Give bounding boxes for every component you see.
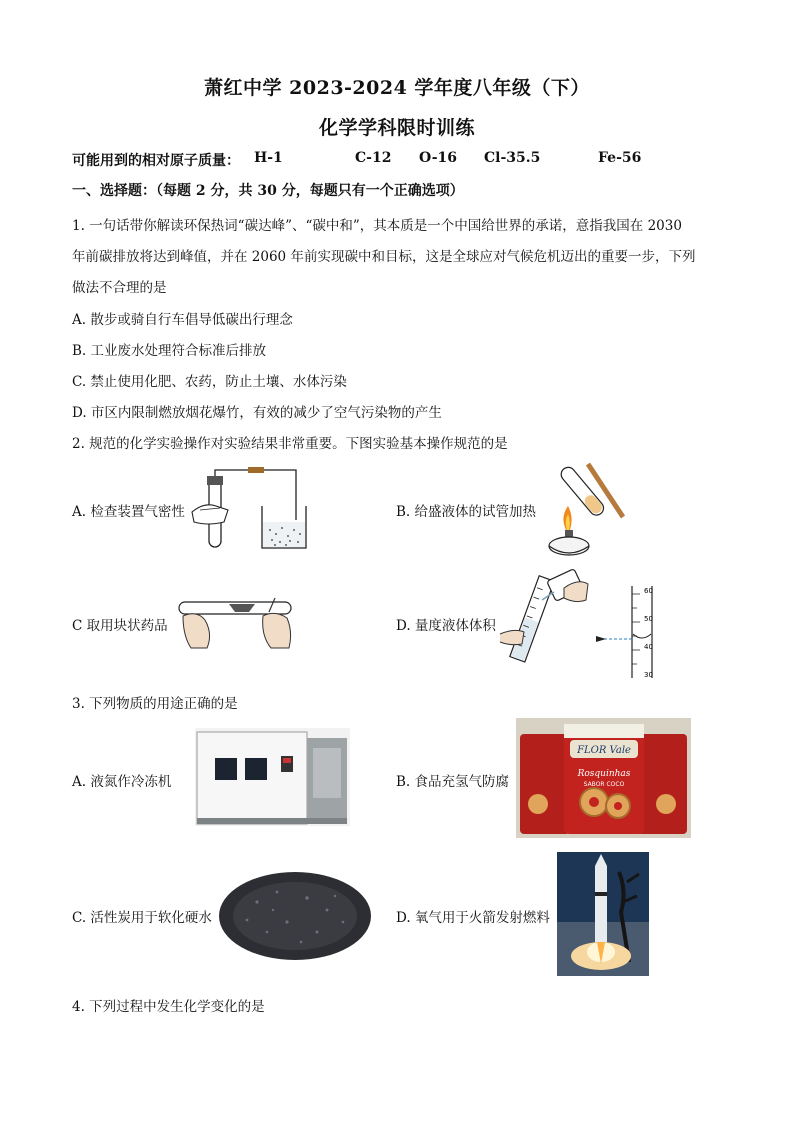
q3-option-b: B. 食品充氢气防腐 [396, 774, 510, 790]
freezer-machine-photo [195, 728, 350, 826]
q2-option-c: C 取用块状药品 [72, 618, 168, 634]
mass-h: H-1 [254, 150, 283, 166]
mass-o: O-16 [419, 150, 458, 166]
q1-option-b: B. 工业废水处理符合标准后排放 [72, 343, 267, 359]
test-tube-heating-figure [538, 462, 633, 557]
q3-option-d: D. 氧气用于火箭发射燃料 [396, 910, 550, 926]
airtightness-check-figure [190, 462, 310, 552]
meniscus-reading-figure [590, 584, 670, 684]
q1-option-c: C. 禁止使用化肥、农药，防止土壤、水体污染 [72, 374, 347, 390]
food-package-photo [516, 718, 691, 838]
package-brand: FLOR Vale [577, 745, 631, 756]
mass-cl: Cl-35.5 [484, 150, 541, 166]
q3-option-a: A. 液氮作冷冻机 [72, 774, 172, 790]
q2-stem: 2. 规范的化学实验操作对实验结果非常重要。下图实验基本操作规范的是 [72, 436, 508, 452]
tick-50: 50 [644, 615, 653, 623]
section-heading: 一、选择题：（每题 2 分，共 30 分，每题只有一个正确选项） [72, 183, 464, 199]
q1-option-a: A. 散步或骑自行车倡导低碳出行理念 [72, 312, 293, 328]
mass-c: C-12 [355, 150, 392, 166]
atomic-masses [72, 150, 752, 170]
q1-line1: 1. 一句话带你解读环保热词“碳达峰”、“碳中和”，其本质是一个中国给世界的承诺，意指我国在 2030 [72, 218, 682, 234]
package-flavor: SABOR COCO [583, 781, 625, 788]
subject-title: 化学学科限时训练 [318, 117, 475, 139]
graduated-cylinder-figure [498, 570, 590, 670]
masses-label: 可能用到的相对原子质量： [72, 153, 240, 169]
q2-option-d: D. 量度液体体积 [396, 618, 496, 634]
q3-stem: 3. 下列物质的用途正确的是 [72, 696, 238, 712]
mass-fe: Fe-56 [598, 150, 642, 166]
q2-option-a: A. 检查装置气密性 [72, 504, 185, 520]
q1-option-d: D. 市区内限制燃放烟花爆竹，有效的减少了空气污染物的产生 [72, 405, 442, 421]
q3-option-c: C. 活性炭用于软化硬水 [72, 910, 212, 926]
tick-60: 60 [644, 587, 653, 595]
q4-stem: 4. 下列过程中发生化学变化的是 [72, 999, 265, 1015]
solid-reagent-figure [175, 592, 295, 652]
q1-line3: 做法不合理的是 [72, 280, 167, 296]
q1-line2: 年前碳排放将达到峰值，并在 2060 年前实现碳中和目标，这是全球应对气候危机迈出的重要一步，下列 [72, 249, 696, 265]
rocket-launch-photo [557, 852, 649, 976]
tick-40: 40 [644, 643, 653, 651]
q2-option-b: B. 给盛液体的试管加热 [396, 504, 537, 520]
activated-carbon-photo [217, 862, 372, 964]
package-product: Rosquinhas [577, 769, 631, 779]
exam-title: 萧红中学 2023-2024 学年度八年级（下） [204, 77, 590, 99]
tick-30: 30 [644, 671, 653, 679]
